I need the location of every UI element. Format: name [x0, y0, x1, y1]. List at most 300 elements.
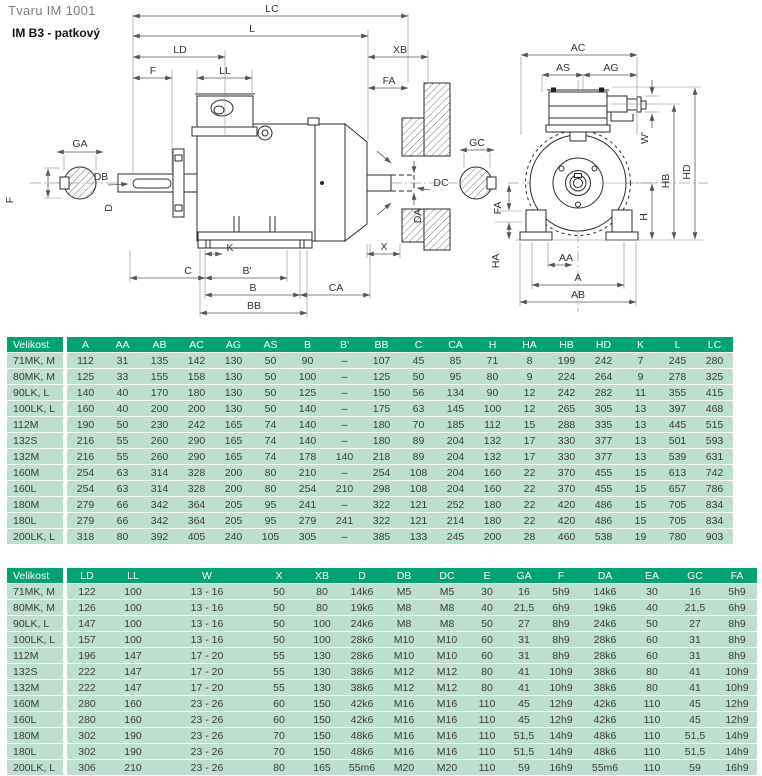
value-cell: 80	[474, 369, 511, 384]
value-cell: 780	[659, 529, 696, 544]
value-cell: 279	[289, 513, 326, 528]
size-cell: 80MK, M	[7, 369, 67, 384]
value-cell: 110	[469, 744, 505, 759]
value-cell: M5	[425, 584, 469, 599]
value-cell: 322	[363, 513, 400, 528]
value-cell: 70	[400, 417, 437, 432]
value-cell: 17 - 20	[159, 680, 255, 695]
dim-label-a: A	[574, 272, 582, 284]
value-cell: M10	[383, 648, 425, 663]
size-cell: 132S	[7, 664, 67, 679]
value-cell: 80	[252, 465, 289, 480]
column-header: K	[622, 337, 659, 352]
value-cell: 178	[289, 449, 326, 464]
value-cell: 55	[255, 648, 303, 663]
value-cell: 180	[474, 497, 511, 512]
value-cell: 218	[363, 449, 400, 464]
value-cell: 6h9	[717, 600, 757, 615]
value-cell: 121	[400, 497, 437, 512]
value-cell: 80	[469, 680, 505, 695]
value-cell: 786	[696, 481, 733, 496]
value-cell: 23 - 26	[159, 760, 255, 775]
value-cell: 377	[585, 433, 622, 448]
value-cell: M16	[425, 696, 469, 711]
table-row	[7, 513, 733, 528]
value-cell: 31	[673, 632, 717, 647]
value-cell: 13	[622, 417, 659, 432]
value-cell: 242	[548, 385, 585, 400]
value-cell: 27	[673, 616, 717, 631]
value-cell: 242	[585, 353, 622, 368]
dim-label-db: DB	[93, 171, 109, 183]
value-cell: 392	[141, 529, 178, 544]
value-cell: 16	[673, 584, 717, 599]
value-cell: 23 - 26	[159, 696, 255, 711]
table-row	[7, 385, 733, 400]
value-cell: 80	[631, 680, 673, 695]
value-cell: 19k6	[579, 600, 631, 615]
dim-label-c: C	[184, 265, 192, 277]
value-cell: 51,5	[673, 744, 717, 759]
value-cell: 107	[363, 353, 400, 368]
value-cell: 22	[511, 465, 548, 480]
value-cell: 15	[511, 417, 548, 432]
column-header: A	[67, 337, 104, 352]
value-cell: 155	[141, 369, 178, 384]
value-cell: 13	[622, 449, 659, 464]
value-cell: 50	[631, 616, 673, 631]
value-cell: 385	[363, 529, 400, 544]
value-cell: 142	[178, 353, 215, 368]
value-cell: 306	[67, 760, 107, 775]
value-cell: 21,5	[505, 600, 543, 615]
value-cell: 59	[505, 760, 543, 775]
value-cell: 110	[631, 744, 673, 759]
value-cell: M8	[383, 616, 425, 631]
value-cell: 314	[141, 465, 178, 480]
dimension-tables	[7, 336, 757, 776]
value-cell: 130	[303, 648, 341, 663]
value-cell: –	[326, 497, 363, 512]
dim-label-w-prime: W'	[639, 132, 651, 144]
value-cell: 214	[437, 513, 474, 528]
value-cell: 33	[104, 369, 141, 384]
size-cell: 71MK, M	[7, 353, 67, 368]
size-cell: 132S	[7, 433, 67, 448]
dim-label-l: L	[249, 23, 255, 35]
value-cell: 14h9	[543, 728, 579, 743]
value-cell: 45	[505, 696, 543, 711]
value-cell: M12	[425, 664, 469, 679]
size-cell: 180M	[7, 497, 67, 512]
column-header: LD	[67, 568, 107, 583]
value-cell: 200	[178, 401, 215, 416]
value-cell: 90	[474, 385, 511, 400]
dim-label-lc: LC	[265, 3, 279, 15]
value-cell: 13 - 16	[159, 600, 255, 615]
value-cell: 200	[474, 529, 511, 544]
value-cell: 12h9	[543, 712, 579, 727]
value-cell: –	[326, 433, 363, 448]
value-cell: 41	[505, 680, 543, 695]
value-cell: 330	[548, 449, 585, 464]
value-cell: 125	[67, 369, 104, 384]
column-header: H	[474, 337, 511, 352]
value-cell: 55	[255, 664, 303, 679]
size-cell: 112M	[7, 648, 67, 663]
value-cell: 8h9	[717, 616, 757, 631]
value-cell: 50	[252, 401, 289, 416]
value-cell: 74	[252, 417, 289, 432]
column-header: FA	[717, 568, 757, 583]
table-row	[7, 680, 757, 695]
value-cell: 10h9	[717, 664, 757, 679]
value-cell: 42k6	[341, 696, 383, 711]
value-cell: 328	[178, 465, 215, 480]
value-cell: 28k6	[341, 648, 383, 663]
table-row	[7, 744, 757, 759]
value-cell: 125	[289, 385, 326, 400]
value-cell: 50	[252, 353, 289, 368]
table-row	[7, 481, 733, 496]
value-cell: 282	[585, 385, 622, 400]
dim-label-gc: GC	[469, 137, 485, 149]
value-cell: 41	[505, 664, 543, 679]
value-cell: 110	[631, 712, 673, 727]
value-cell: 45	[400, 353, 437, 368]
value-cell: 28k6	[579, 632, 631, 647]
value-cell: 5h9	[717, 584, 757, 599]
dim-label-as: AS	[555, 62, 571, 74]
value-cell: 10h9	[543, 664, 579, 679]
value-cell: 245	[437, 529, 474, 544]
value-cell: 22	[511, 497, 548, 512]
value-cell: 100	[107, 632, 159, 647]
value-cell: 415	[696, 385, 733, 400]
column-header: CA	[437, 337, 474, 352]
value-cell: 100	[474, 401, 511, 416]
value-cell: 190	[67, 417, 104, 432]
size-cell: 132M	[7, 449, 67, 464]
column-header: B	[289, 337, 326, 352]
size-cell: 200LK, L	[7, 760, 67, 775]
value-cell: M12	[383, 664, 425, 679]
dim-label-b-prime: B'	[242, 265, 252, 277]
value-cell: 288	[548, 417, 585, 432]
value-cell: M5	[383, 584, 425, 599]
value-cell: 486	[585, 497, 622, 512]
value-cell: 23 - 26	[159, 712, 255, 727]
value-cell: 204	[437, 433, 474, 448]
value-cell: 55m6	[341, 760, 383, 775]
value-cell: 397	[659, 401, 696, 416]
value-cell: 180	[363, 417, 400, 432]
value-cell: 460	[548, 529, 585, 544]
value-cell: M16	[425, 712, 469, 727]
value-cell: 55	[255, 680, 303, 695]
column-header: GA	[505, 568, 543, 583]
value-cell: 28	[511, 529, 548, 544]
value-cell: 305	[289, 529, 326, 544]
value-cell: 364	[178, 497, 215, 512]
table-row	[7, 664, 757, 679]
value-cell: 260	[141, 433, 178, 448]
value-cell: 70	[255, 744, 303, 759]
value-cell: 108	[400, 465, 437, 480]
value-cell: 254	[363, 465, 400, 480]
value-cell: 38k6	[579, 680, 631, 695]
value-cell: 305	[585, 401, 622, 416]
value-cell: 38k6	[579, 664, 631, 679]
value-cell: 204	[437, 481, 474, 496]
value-cell: M10	[425, 648, 469, 663]
value-cell: 298	[363, 481, 400, 496]
value-cell: 80	[104, 529, 141, 544]
column-header: AS	[252, 337, 289, 352]
value-cell: 63	[400, 401, 437, 416]
value-cell: 11	[622, 385, 659, 400]
value-cell: 71	[474, 353, 511, 368]
value-cell: 260	[141, 449, 178, 464]
value-cell: 252	[437, 497, 474, 512]
dim-label-x: X	[380, 241, 388, 253]
value-cell: 38k6	[341, 680, 383, 695]
value-cell: –	[326, 401, 363, 416]
value-cell: 705	[659, 497, 696, 512]
value-cell: 199	[548, 353, 585, 368]
value-cell: 140	[289, 401, 326, 416]
value-cell: 150	[363, 385, 400, 400]
value-cell: 318	[67, 529, 104, 544]
value-cell: 13 - 16	[159, 632, 255, 647]
value-cell: 110	[469, 712, 505, 727]
value-cell: 9	[622, 369, 659, 384]
value-cell: 30	[469, 584, 505, 599]
value-cell: 89	[400, 449, 437, 464]
value-cell: 903	[696, 529, 733, 544]
value-cell: 66	[104, 497, 141, 512]
value-cell: 51,5	[505, 728, 543, 743]
value-cell: 342	[141, 497, 178, 512]
column-header: L	[659, 337, 696, 352]
size-cell: 160M	[7, 696, 67, 711]
value-cell: 130	[215, 353, 252, 368]
value-cell: 147	[107, 664, 159, 679]
value-cell: 8h9	[543, 632, 579, 647]
table-row	[7, 648, 757, 663]
dim-label-ha: HA	[490, 253, 502, 269]
value-cell: 12h9	[543, 696, 579, 711]
value-cell: 280	[67, 696, 107, 711]
value-cell: 157	[67, 632, 107, 647]
value-cell: M10	[425, 632, 469, 647]
value-cell: 5h9	[543, 584, 579, 599]
value-cell: M12	[383, 680, 425, 695]
value-cell: 21,5	[673, 600, 717, 615]
value-cell: 216	[67, 449, 104, 464]
column-header: C	[400, 337, 437, 352]
value-cell: 210	[107, 760, 159, 775]
value-cell: 42k6	[341, 712, 383, 727]
value-cell: 19k6	[341, 600, 383, 615]
column-header: XB	[303, 568, 341, 583]
table-row	[7, 600, 757, 615]
value-cell: –	[326, 369, 363, 384]
value-cell: 14h9	[717, 728, 757, 743]
value-cell: 330	[548, 433, 585, 448]
dim-label-ag: AG	[603, 62, 619, 74]
value-cell: 241	[326, 513, 363, 528]
size-cell: 160L	[7, 712, 67, 727]
value-cell: 48k6	[579, 744, 631, 759]
value-cell: 364	[178, 513, 215, 528]
shaft-dimensions-table	[7, 567, 757, 776]
column-header: GC	[673, 568, 717, 583]
value-cell: 613	[659, 465, 696, 480]
value-cell: M20	[425, 760, 469, 775]
value-cell: 40	[104, 401, 141, 416]
value-cell: 16	[505, 584, 543, 599]
value-cell: 12h9	[717, 712, 757, 727]
value-cell: 657	[659, 481, 696, 496]
value-cell: 17 - 20	[159, 664, 255, 679]
column-header: AA	[104, 337, 141, 352]
value-cell: 50	[469, 616, 505, 631]
dim-label-fa-left: FA	[492, 201, 504, 215]
value-cell: 80	[631, 664, 673, 679]
dim-label-d: D	[103, 204, 115, 212]
value-cell: 538	[585, 529, 622, 544]
value-cell: 242	[178, 417, 215, 432]
value-cell: 13	[622, 401, 659, 416]
value-cell: 445	[659, 417, 696, 432]
column-header: AB	[141, 337, 178, 352]
value-cell: 742	[696, 465, 733, 480]
value-cell: 41	[673, 680, 717, 695]
value-cell: 420	[548, 497, 585, 512]
value-cell: 180	[178, 385, 215, 400]
value-cell: 165	[215, 433, 252, 448]
column-header: BB	[363, 337, 400, 352]
value-cell: 8h9	[543, 648, 579, 663]
value-cell: 31	[104, 353, 141, 368]
table-row	[7, 433, 733, 448]
value-cell: M16	[383, 728, 425, 743]
value-cell: 7	[622, 353, 659, 368]
value-cell: 45	[673, 696, 717, 711]
size-cell: 71MK, M	[7, 584, 67, 599]
value-cell: 23 - 26	[159, 744, 255, 759]
table-header-row	[7, 337, 733, 352]
value-cell: 135	[141, 353, 178, 368]
value-cell: 278	[659, 369, 696, 384]
value-cell: 23 - 26	[159, 728, 255, 743]
table-row	[7, 760, 757, 775]
value-cell: 19	[622, 529, 659, 544]
value-cell: 42k6	[579, 712, 631, 727]
value-cell: 60	[255, 712, 303, 727]
value-cell: 60	[469, 632, 505, 647]
value-cell: 180	[474, 513, 511, 528]
value-cell: 160	[474, 481, 511, 496]
size-cell: 180L	[7, 513, 67, 528]
value-cell: 222	[67, 680, 107, 695]
value-cell: 8h9	[717, 632, 757, 647]
value-cell: 150	[303, 712, 341, 727]
value-cell: 100	[107, 584, 159, 599]
table-row	[7, 449, 733, 464]
value-cell: 110	[631, 760, 673, 775]
value-cell: 834	[696, 497, 733, 512]
value-cell: 279	[67, 513, 104, 528]
value-cell: 110	[469, 728, 505, 743]
value-cell: 180	[363, 433, 400, 448]
value-cell: 264	[585, 369, 622, 384]
value-cell: 190	[107, 744, 159, 759]
value-cell: 405	[178, 529, 215, 544]
value-cell: 130	[215, 369, 252, 384]
table-row	[7, 497, 733, 512]
dim-label-f-top: F	[149, 65, 157, 77]
value-cell: 126	[67, 600, 107, 615]
value-cell: 95	[252, 513, 289, 528]
value-cell: 48k6	[341, 744, 383, 759]
value-cell: 314	[141, 481, 178, 496]
value-cell: 170	[141, 385, 178, 400]
dim-label-hb: HB	[660, 173, 672, 189]
value-cell: 175	[363, 401, 400, 416]
column-header: DC	[425, 568, 469, 583]
dim-label-ll: LL	[219, 65, 231, 77]
value-cell: 41	[673, 664, 717, 679]
column-header: D	[341, 568, 383, 583]
value-cell: 60	[631, 648, 673, 663]
value-cell: –	[326, 353, 363, 368]
value-cell: 40	[104, 385, 141, 400]
value-cell: 133	[400, 529, 437, 544]
value-cell: 16h9	[717, 760, 757, 775]
size-cell: 80MK, M	[7, 600, 67, 615]
value-cell: 15	[622, 513, 659, 528]
value-cell: 55	[104, 433, 141, 448]
value-cell: 130	[303, 680, 341, 695]
value-cell: 51,5	[505, 744, 543, 759]
value-cell: 51,5	[673, 728, 717, 743]
value-cell: 140	[289, 417, 326, 432]
column-header: F	[543, 568, 579, 583]
value-cell: 204	[437, 465, 474, 480]
value-cell: 539	[659, 449, 696, 464]
value-cell: 108	[400, 481, 437, 496]
mounting-dimensions-table	[7, 336, 733, 545]
value-cell: 355	[659, 385, 696, 400]
value-cell: M20	[383, 760, 425, 775]
value-cell: 27	[505, 616, 543, 631]
value-cell: 335	[585, 417, 622, 432]
dim-label-ab: AB	[570, 289, 586, 301]
value-cell: 279	[67, 497, 104, 512]
value-cell: 110	[631, 728, 673, 743]
dim-label-dc: DC	[433, 177, 449, 189]
table-row	[7, 696, 757, 711]
value-cell: 63	[104, 465, 141, 480]
table-row	[7, 584, 757, 599]
value-cell: –	[326, 465, 363, 480]
value-cell: 17 - 20	[159, 648, 255, 663]
value-cell: 31	[505, 632, 543, 647]
value-cell: 50	[255, 616, 303, 631]
value-cell: 121	[400, 513, 437, 528]
